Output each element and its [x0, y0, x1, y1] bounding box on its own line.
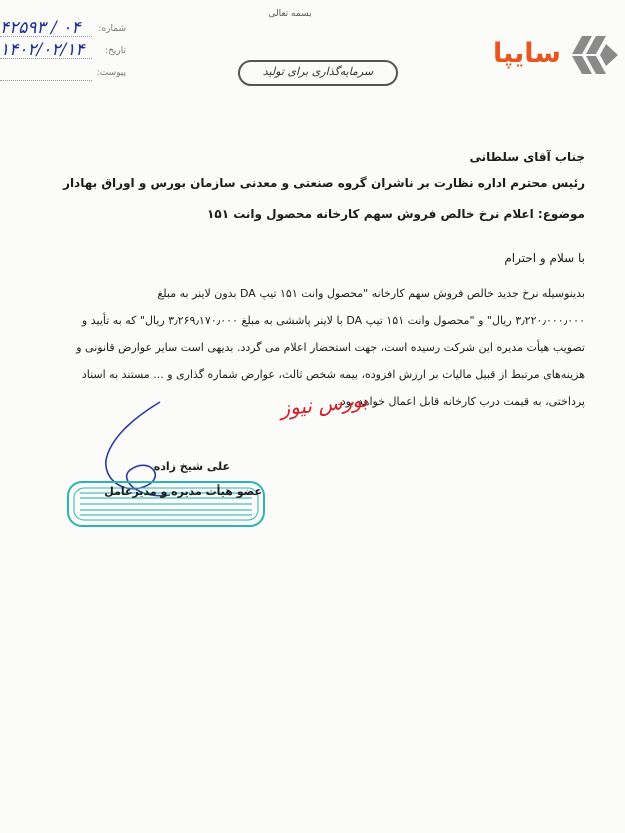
letter-number-row [0, 18, 130, 40]
recipient-name: جناب آقای سلطانی [469, 150, 585, 164]
number-value: ۴۲۵۹۳ / ۰۴ [0, 18, 81, 38]
letter-date-row [0, 40, 130, 62]
attachment-row [0, 66, 130, 84]
signer-title: عضو هیأت مدیره و مدیرعامل [104, 485, 262, 498]
body-line: ۳٫۲۲۰٫۰۰۰٫۰۰۰ ریال" و "محصول وانت ۱۵۱ تیپ DA با لاینر پاششی به مبلغ ۳٫۲۶۹٫۱۷۰٫۰۰۰ ریال" که به تأیید و [81, 314, 585, 327]
attachment-line [0, 80, 92, 81]
slogan-text: سرمایه‌گذاری برای تولید [262, 65, 374, 78]
company-logo-text: سایپا [493, 38, 561, 69]
recipient-title: رئیس محترم اداره نظارت بر ناشران گروه صنعتی و معدنی سازمان بورس و اوراق بهادار [63, 176, 585, 190]
date-value: ۱۴۰۲/۰۲/۱۴ [0, 40, 85, 60]
body-line: پرداختی، به قیمت درب کارخانه قابل اعمال خواهد بود. [337, 395, 585, 408]
body-line: هزینه‌های مرتبط از قبیل مالیات بر ارزش افزوده، بیمه شخص ثالث، عوارض شماره گذاری و ... مستند به اسناد [81, 368, 585, 381]
attachment-label: پیوست: [96, 68, 126, 78]
body-line: تصویب هیأت مدیره این شرکت رسیده است، جهت استحضار اعلام می گردد. بدیهی است سایر عوارض قانونی و [76, 341, 585, 354]
date-label: تاریخ: [105, 46, 126, 56]
saipa-logo-icon [568, 34, 620, 76]
signer-name: علی شیخ زاده [153, 460, 230, 473]
slogan-badge [238, 60, 398, 86]
body-line: بدینوسیله نرخ جدید خالص فروش سهم کارخانه "محصول وانت ۱۵۱ تیپ DA بدون لاینر به مبلغ [157, 287, 585, 300]
news-watermark: بورس نیوز [278, 387, 369, 421]
letter-subject: موضوع: اعلام نرخ خالص فروش سهم کارخانه محصول وانت ۱۵۱ [207, 207, 585, 221]
greeting: با سلام و احترام [504, 251, 585, 265]
number-label: شماره: [98, 24, 126, 34]
bismillah-header: بسمه تعالی [268, 9, 312, 19]
